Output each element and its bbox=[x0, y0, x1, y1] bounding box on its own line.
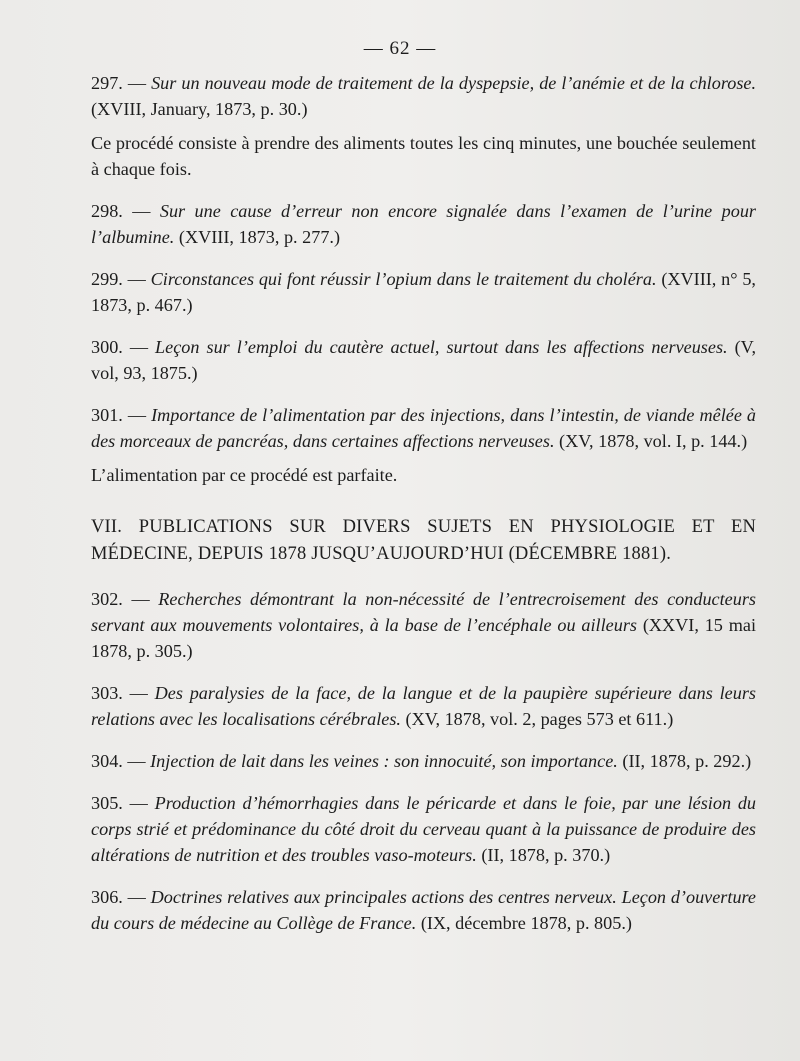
entry-number: 304. — bbox=[91, 751, 146, 771]
entry-note: L’alimentation par ce procédé est parfaite. bbox=[91, 465, 398, 485]
entry-number: 298. — bbox=[91, 201, 151, 221]
entry-299 bbox=[91, 266, 756, 318]
entry-number: 299. — bbox=[91, 269, 146, 289]
entry-title: Injection de lait dans les veines : son innocuité, son importance. bbox=[150, 751, 618, 771]
entry-297 bbox=[91, 70, 756, 122]
entry-304 bbox=[91, 748, 756, 774]
entry-title: Importance de l’alimentation par des injections, dans l’intestin, de viande mêlée à des morceaux de pancréas, dans certaines affections nerveuses. bbox=[91, 405, 757, 451]
entry-title: Doctrines relatives aux principales actions des centres nerveux. Leçon d’ouverture du cours de médecine au Collège de France. bbox=[91, 887, 757, 933]
entry-title: Recherches démontrant la non-nécessité de l’entrecroisement des conducteurs servant aux mouvements volontaires, à la base de l’encéphale ou ailleurs bbox=[91, 589, 756, 635]
entry-reference: (II, 1878, p. 370.) bbox=[481, 845, 611, 865]
page-content bbox=[91, 70, 756, 952]
entry-title: Circonstances qui font réussir l’opium dans le traitement du choléra. bbox=[150, 269, 657, 289]
entry-number: 306. — bbox=[91, 887, 146, 907]
entry-298 bbox=[91, 198, 756, 250]
entry-reference: (II, 1878, p. 292.) bbox=[622, 751, 752, 771]
entry-reference: (V, vol, 93, 1875.) bbox=[91, 337, 757, 383]
entry-number: 305. — bbox=[91, 793, 148, 813]
entry-title: Des paralysies de la face, de la langue et de la paupière supérieure dans leurs relations avec les localisations cérébrales. bbox=[91, 683, 756, 729]
entry-number: 303. — bbox=[91, 683, 148, 703]
entry-reference: (IX, décembre 1878, p. 805.) bbox=[420, 913, 632, 933]
entry-reference: (XV, 1878, vol. 2, pages 573 et 611.) bbox=[405, 709, 674, 729]
page-number: — 62 — bbox=[363, 38, 437, 59]
entry-reference: (XVIII, n° 5, 1873, p. 467.) bbox=[91, 269, 756, 315]
entry-title: Sur une cause d’erreur non encore signalée dans l’examen de l’urine pour l’albumine. bbox=[91, 201, 757, 247]
entry-note: Ce procédé consiste à prendre des aliments toutes les cinq minutes, une bouchée seulement à chaque fois. bbox=[91, 133, 756, 179]
entry-306 bbox=[91, 884, 756, 936]
entry-number: 297. — bbox=[91, 73, 147, 93]
entry-301 bbox=[91, 402, 756, 454]
entry-title: Production d’hémorrhagies dans le péricarde et dans le foie, par une lésion du corps strié et prédominance du côté droit du cerveau quant à la puissance de produire des altérations de nutrition et des troubles vaso-moteurs. bbox=[91, 793, 757, 865]
section-heading: VII. PUBLICATIONS SUR DIVERS SUJETS EN PHYSIOLOGIE ET EN MÉDECINE, DEPUIS 1878 JUSQU’AUJOURD’HUI (DÉCEMBRE 1881). bbox=[91, 517, 756, 564]
entry-reference: (XVIII, January, 1873, p. 30.) bbox=[91, 99, 308, 119]
entry-305 bbox=[91, 790, 756, 868]
entry-number: 302. — bbox=[91, 589, 150, 609]
entry-303 bbox=[91, 680, 756, 732]
entry-300 bbox=[91, 334, 756, 386]
entry-302 bbox=[91, 586, 756, 664]
entry-number: 300. — bbox=[91, 337, 149, 357]
entry-reference: (XV, 1878, vol. I, p. 144.) bbox=[559, 431, 748, 451]
entry-reference: (XXVI, 15 mai 1878, p. 305.) bbox=[91, 615, 757, 661]
entry-title: Leçon sur l’emploi du cautère actuel, surtout dans les affections nerveuses. bbox=[155, 337, 728, 357]
entry-reference: (XVIII, 1873, p. 277.) bbox=[178, 227, 341, 247]
entry-title: Sur un nouveau mode de traitement de la dyspepsie, de l’anémie et de la chlorose. bbox=[151, 73, 757, 93]
entry-number: 301. — bbox=[91, 405, 147, 425]
